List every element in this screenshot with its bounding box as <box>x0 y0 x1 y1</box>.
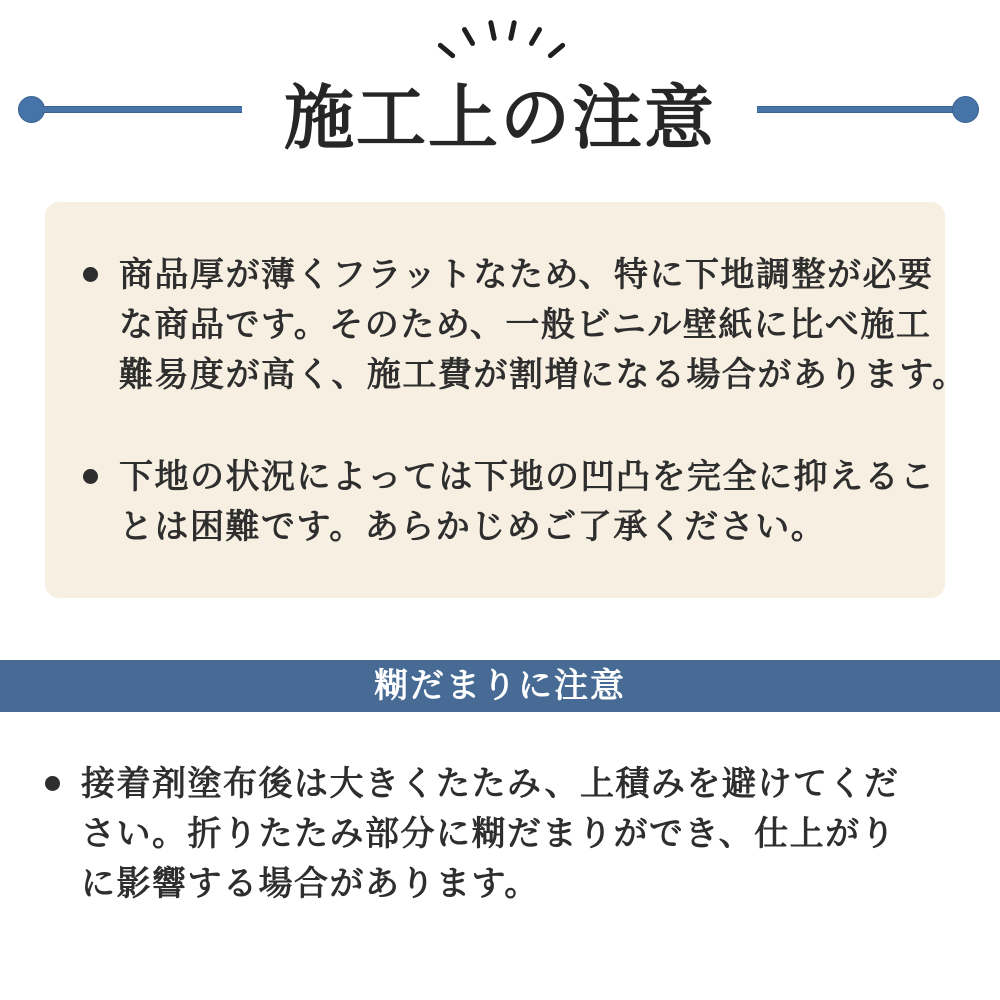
text-line: に影響する場合があります。 <box>81 864 540 904</box>
notice-item-1-text <box>119 250 968 400</box>
glue-warning-banner: 糊だまりに注意 <box>0 660 1000 712</box>
ray-stroke <box>488 20 497 42</box>
text-line: とは困難です。あらかじめご了承ください。 <box>119 507 827 547</box>
bullet-icon <box>45 776 60 791</box>
glue-warning-text <box>81 759 900 909</box>
ray-stroke <box>461 26 476 47</box>
notice-item-1 <box>83 250 968 400</box>
text-line: な商品です。そのため、一般ビニル壁紙に比べ施工 <box>119 305 932 345</box>
text-line: 下地の状況によっては下地の凹凸を完全に抑えるこ <box>119 457 936 497</box>
ray-stroke <box>547 42 566 59</box>
ray-stroke <box>528 26 543 47</box>
precautions-box <box>45 202 968 598</box>
bullet-icon <box>83 267 98 282</box>
emphasis-rays-icon <box>440 16 562 66</box>
glue-warning-item <box>45 759 975 909</box>
text-line: 接着剤塗布後は大きくたたみ、上積みを避けてくだ <box>81 764 900 804</box>
bullet-icon <box>83 469 98 484</box>
page-title: 施工上の注意 <box>284 77 716 159</box>
ray-stroke <box>437 42 456 59</box>
notice-item-2 <box>83 452 936 552</box>
glue-warning-section <box>45 759 975 909</box>
ray-stroke <box>508 20 517 42</box>
notice-item-2-text <box>119 452 936 552</box>
text-line: 難易度が高く、施工費が割増になる場合があります。 <box>119 355 968 395</box>
text-line: さい。折りたたみ部分に糊だまりができ、仕上がり <box>81 814 897 854</box>
text-line: 商品厚が薄くフラットなため、特に下地調整が必要 <box>119 255 934 295</box>
